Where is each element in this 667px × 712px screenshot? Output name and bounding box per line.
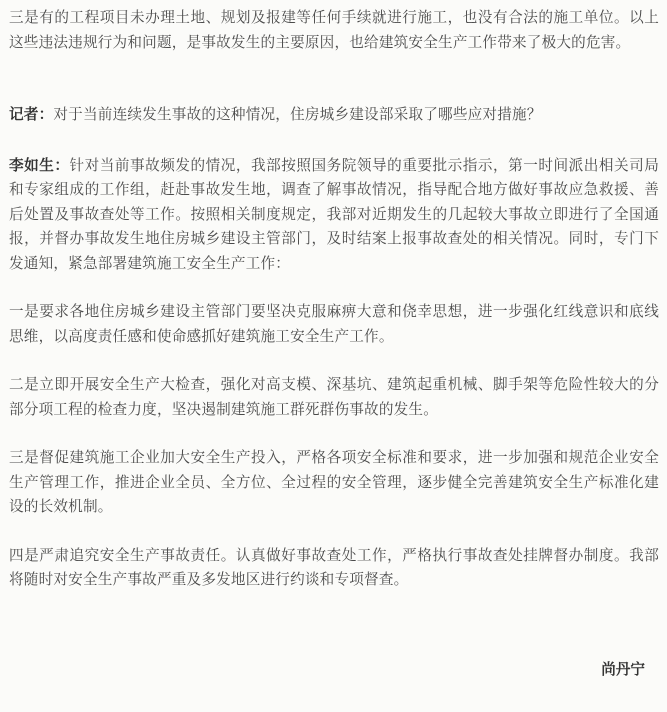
author-byline: 尚丹宁 [601,661,645,678]
paragraph-text: 四是严肃追究安全生产事故责任。认真做好事故查处工作，严格执行事故查处挂牌督办制度。我部将随时对安全生产事故严重及多发地区进行约谈和专项督查。 [9,546,659,588]
paragraph-reporter-question [9,103,659,128]
paragraph-illegal-construction [9,6,659,55]
paragraph-measure-four [9,544,659,593]
paragraph-text: 三是督促建筑施工企业加大安全生产投入，严格各项安全标准和要求，进一步加强和规范企业安全生产管理工作，推进企业全员、全方位、全过程的安全管理，逐步健全完善建筑安全生产标准化建设的长效机制。 [9,449,659,515]
paragraph-measure-two [9,373,659,422]
paragraph-measure-three [9,446,659,520]
paragraph-text: 三是有的工程项目未办理土地、规划及报建等任何手续就进行施工，也没有合法的施工单位。以上这些违法违规行为和问题，是事故发生的主要原因，也给建筑安全生产工作带来了极大的危害。 [9,9,659,51]
paragraph-text: 针对当前事故频发的情况，我部按照国务院领导的重要批示指示，第一时间派出相关司局和专家组成的工作组，赶赴事故发生地，调查了解事故情况，指导配合地方做好事故应急救援、善后处置及事故查处等工作。按照相关制度规定，我部对近期发生的几起较大事故立即进行了全国通报，并督办事故发生地住房城乡建设主管部门，及时结案上报事故查处的相关情况。同时，专门下发通知，紧急部署建筑施工安全生产工作： [9,156,659,272]
paragraph-li-rusheng-answer [9,154,659,277]
paragraph-text: 对于当前连续发生事故的这种情况，住房城乡建设部采取了哪些应对措施？ [53,106,542,123]
paragraph-text: 二是立即开展安全生产大检查，强化对高支模、深基坑、建筑起重机械、脚手架等危险性较大的分部分项工程的检查力度，坚决遏制建筑施工群死群伤事故的发生。 [9,376,659,418]
paragraph-text: 一是要求各地住房城乡建设主管部门要坚决克服麻痹大意和侥幸思想，进一步强化红线意识和底线思维，以高度责任感和使命感抓好建筑施工安全生产工作。 [9,303,659,345]
paragraph-measure-one [9,300,659,349]
speaker-label-reporter: 记者： [9,106,54,123]
speaker-label-li-rusheng: 李如生： [9,156,70,174]
